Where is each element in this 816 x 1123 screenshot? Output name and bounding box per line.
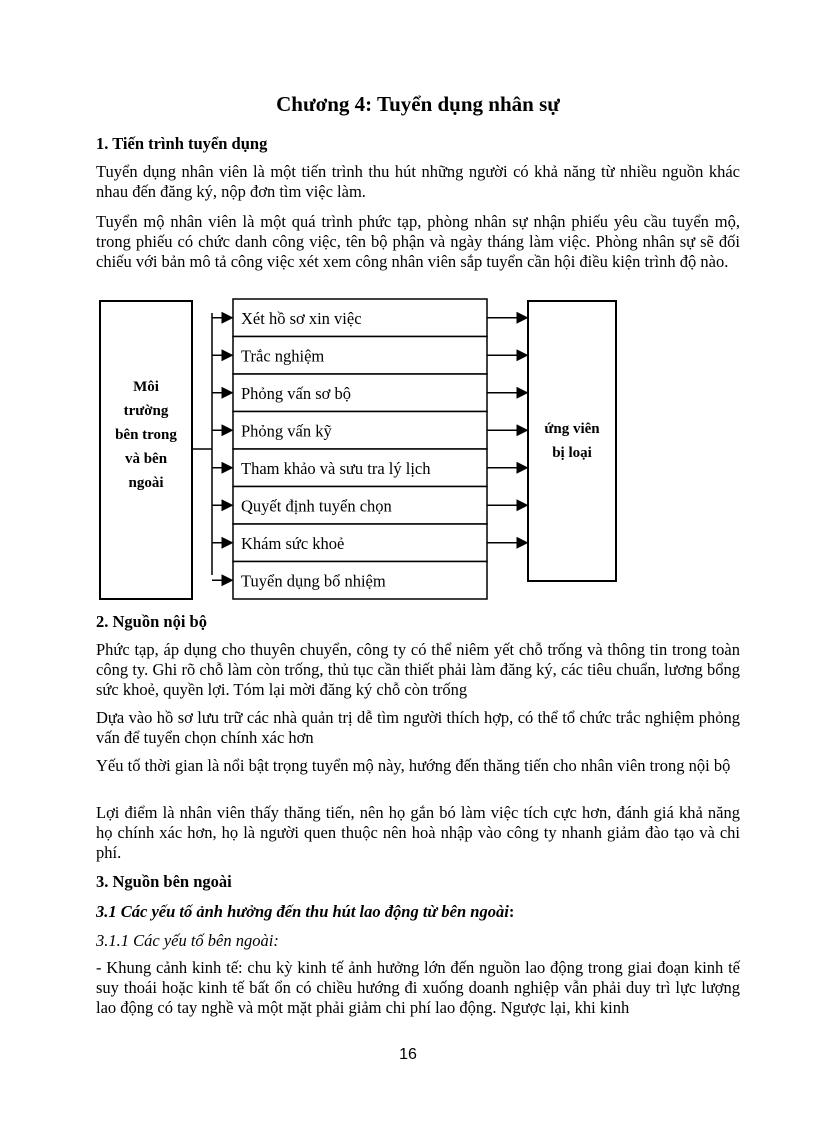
section-1-paragraph-1: Tuyển dụng nhân viên là một tiến trình thu hút những người có khả năng từ nhiều nguồn khác nhau đến đăng ký, nộp đơn tìm việc làm. bbox=[96, 162, 740, 201]
section-2-paragraph-4: Lợi điểm là nhân viên thấy thăng tiến, nên họ gắn bó làm việc tích cực hơn, đánh giá khả năng họ chính xác hơn, họ là người quen thuộc nên hoà nhập vào công ty nhanh giảm đào tạo và chi phí. bbox=[96, 803, 740, 862]
section-1-paragraph-2: Tuyển mộ nhân viên là một quá trình phức tạp, phòng nhân sự nhận phiếu yêu cầu tuyển mộ, trong phiếu có chức danh công việc, tên bộ phận và ngày tháng làm việc. Phòng nhân sự sẽ đối chiếu với bản mô tả công việc xét xem công nhân viên sắp tuyển cần hội điều kiện trình độ nào. bbox=[96, 212, 740, 271]
left-box-label-line: trường bbox=[123, 403, 169, 419]
step-label: Tham khảo và sưu tra lý lịch bbox=[241, 458, 431, 478]
right-box-label-line: bị loại bbox=[552, 445, 592, 461]
left-box-label-line: ngoài bbox=[128, 475, 164, 491]
chapter-title: Chương 4: Tuyển dụng nhân sự bbox=[276, 92, 560, 116]
left-box bbox=[100, 301, 192, 599]
section-3-1-heading: 3.1 Các yếu tố ảnh hưởng đến thu hút lao động từ bên ngoài: bbox=[96, 902, 515, 921]
left-box-label-line: và bên bbox=[124, 451, 168, 467]
left-box-label-line: bên trong bbox=[115, 427, 177, 443]
section-2-paragraph-3: Yếu tố thời gian là nổi bật trọng tuyển mộ này, hướng đến thăng tiến cho nhân viên trong nội bộ bbox=[96, 756, 731, 775]
left-box-label-line: Môi bbox=[133, 379, 159, 395]
section-2-paragraph-1: Phức tạp, áp dụng cho thuyên chuyển, công ty có thể niêm yết chỗ trống và thông tin trong toàn công ty. Ghi rõ chỗ làm còn trống, thủ tục cần thiết phải làm đăng ký, các tiêu chuẩn, lương bổng sức khoẻ, quyền lợi. Tóm lại mời đăng ký chỗ còn trống bbox=[96, 640, 740, 699]
right-box-label bbox=[544, 421, 600, 461]
step-label: Trắc nghiệm bbox=[241, 346, 325, 366]
page-number: 16 bbox=[399, 1046, 417, 1063]
section-3-1-1-paragraph-1: - Khung cảnh kinh tế: chu kỳ kinh tế ảnh hưởng lớn đến nguồn lao động trong giai đoạn kinh tế suy thoái hoặc kinh tế bất ổn có chiều hướng đi xuống doanh nghiệp vẫn phải duy trì lực lượng lao động có tay nghề và một mặt phải giảm chi phí lao động. Ngược lại, khi kinh bbox=[96, 958, 740, 1017]
step-label: Phỏng vấn kỹ bbox=[241, 421, 332, 441]
section-2-heading: 2. Nguồn nội bộ bbox=[96, 612, 207, 631]
step-label: Xét hồ sơ xin việc bbox=[241, 308, 362, 328]
section-3-heading: 3. Nguồn bên ngoài bbox=[96, 872, 232, 891]
recruitment-process-diagram bbox=[96, 297, 740, 607]
right-box-label-line: ứng viên bbox=[544, 421, 600, 437]
step-label: Quyết định tuyển chọn bbox=[241, 496, 392, 516]
section-3-1-1-heading: 3.1.1 Các yếu tố bên ngoài: bbox=[96, 931, 279, 950]
left-box-label bbox=[115, 379, 177, 491]
process-steps bbox=[212, 299, 527, 599]
step-label: Tuyển dụng bổ nhiệm bbox=[241, 571, 386, 591]
section-1-heading: 1. Tiến trình tuyển dụng bbox=[96, 134, 268, 153]
step-label: Khám sức khoẻ bbox=[241, 533, 345, 553]
right-box bbox=[528, 301, 616, 581]
step-label: Phỏng vấn sơ bộ bbox=[241, 383, 352, 403]
section-2-paragraph-2: Dựa vào hồ sơ lưu trữ các nhà quản trị dễ tìm người thích hợp, có thể tổ chức trắc nghiệm phỏng vấn để tuyển chọn chính xác hơn bbox=[96, 708, 740, 747]
